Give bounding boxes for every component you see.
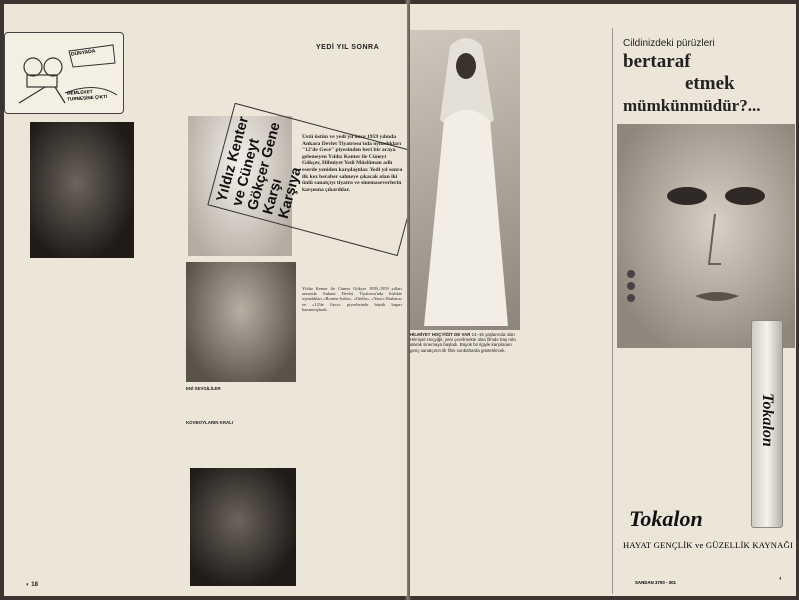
logo-text-bottom: MEMLEKET TURNESİNE ÇIKTI <box>66 88 108 102</box>
caption-text-a <box>138 122 186 252</box>
article-kicker: YEDİ YIL SONRA <box>316 44 380 51</box>
tokalon-advertisement <box>612 28 796 594</box>
tube-label: Tokalon <box>759 393 776 447</box>
left-page <box>4 4 407 596</box>
ad-line2: bertaraf <box>623 51 691 72</box>
photo-group-couple <box>186 262 296 382</box>
column-logo <box>4 32 124 114</box>
bride-caption-text: 14–15 yaşlarında olan Hilmiyet Hoçyiğit, yeni çevrilmekte olan filmde baş rolü alarak sinemaya başladı. Büyük bir ilgiyle karşılanan genç sanatçının ilk filmi sonbaharda gösterilecek. <box>410 332 516 353</box>
logo-text-top: DÜNYADA <box>70 48 96 58</box>
caption-lower <box>186 420 296 460</box>
bride-photo-caption <box>410 332 518 376</box>
article-deck: Üstü üstün ve yedi yıl önce 1959 yılında Ankara Devlet Tiyatrosu'nda oynadıkları "12'de Gece" piyesinden beri bir araya gelemeyen Yıldız Kenter ile Cüneyt Gökçer, Hilmiyet Yedi Müslüman adlı eserde yeniden karşılaştılar. Yedi yıl sonra ilk kez beraber sahneye çıkacak olan iki ünlü sanatçıyı tiyatro ve sinemaseverlerin karşısına çıkardılar. <box>302 134 403 193</box>
photo-dancing-couple <box>30 122 134 258</box>
magazine-logo-icon: ◐ <box>26 582 30 588</box>
article-headline: Yıldız Kenter ve Cüneyt Gökçer Gene Karşı Karşıya <box>213 114 305 221</box>
ad-slogan: HAYAT GENÇLİK ve GÜZELLİK KAYNAĞI <box>623 540 794 550</box>
right-body-col-2 <box>524 28 608 588</box>
photo-cowboy <box>190 468 296 586</box>
bride-silhouette-illustration <box>410 30 520 330</box>
intro-text-column <box>125 28 297 116</box>
right-page <box>410 4 796 596</box>
right-magazine-logo-icon: ◐ <box>779 576 783 582</box>
article-body-lead: Yıldız Kenter ile Cüneyt Gökçer 1959–1959 yılları arasında Ankara Devlet Tiyatrosu'nda birlikte oynadıkları «Romeo-Juliet», «Otello», «Yazıcı Barbara» ve «12'de Gece» piyeslerinde büyük başarı kazanmışlardı. <box>302 286 402 312</box>
left-body-column <box>26 266 182 578</box>
photo-bride-dress <box>410 30 520 330</box>
ad-body-text <box>621 354 743 504</box>
woman-face-illustration <box>617 124 795 348</box>
ad-line3: etmek <box>685 73 735 94</box>
ad-issue-code: SANDAN 3700 - 301 <box>635 580 676 585</box>
ad-line4: mümkünmüdür?... <box>623 96 761 115</box>
cart-camera-illustration <box>5 33 123 113</box>
right-body-col-1 <box>414 378 518 588</box>
ad-line1: Cildinizdeki pürüzleri <box>623 38 715 49</box>
left-page-number-value: 18 <box>31 582 38 588</box>
caption-mid <box>186 386 296 418</box>
tokalon-tube <box>751 320 783 528</box>
bride-caption-heading: HİLMİYET HOÇYİĞİT DE VAR <box>410 332 471 337</box>
ad-woman-portrait <box>617 124 795 348</box>
caption-lower-heading: KOVBOYLARIN KRALI <box>186 420 234 425</box>
left-page-number <box>26 582 38 588</box>
ad-brand-logo: Tokalon <box>629 506 703 531</box>
caption-mid-heading: ENİ SEVGİLİLER <box>186 386 221 391</box>
